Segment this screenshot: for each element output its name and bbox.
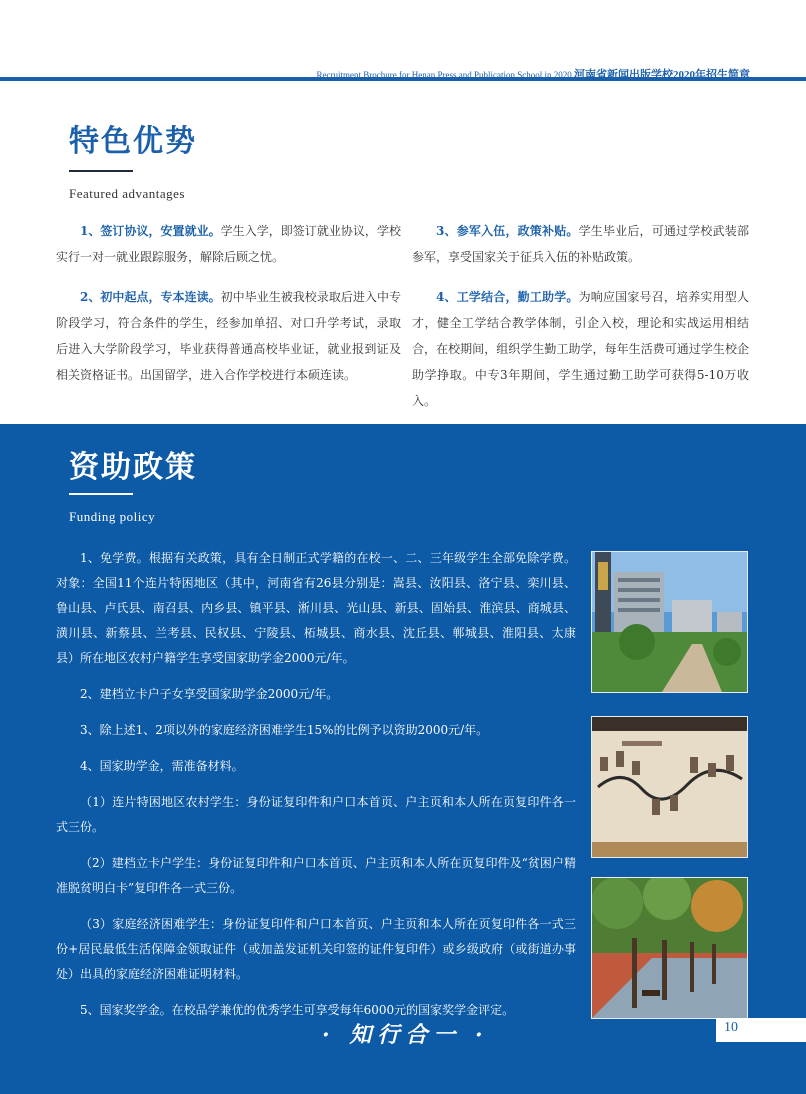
features-column-left bbox=[56, 218, 401, 402]
section-subtitle-features: Featured advantages bbox=[69, 186, 185, 201]
funding-paragraph: 4、国家助学金，需准备材料。 bbox=[80, 759, 244, 773]
section-title-underline bbox=[69, 170, 133, 172]
header-chinese: 河南省新闻出版学校2020年招生简章 bbox=[574, 69, 750, 81]
feature-text: 学生毕业后，可通过学校武装部参军，享受国家关于征兵入伍的补贴政策。 bbox=[412, 224, 749, 264]
features-column-right bbox=[412, 218, 749, 428]
funding-paragraph: （3）家庭经济困难学生：身份证复印件和户口本首页、户主页和本人所在页复印件各一式三份+居民最低生活保障金领取证件（或加盖发证机关印签的证件复印件）或乡级政府（或街道办事处）出具的家庭经济困难证明材料。 bbox=[56, 917, 576, 981]
feature-heading: 4、工学结合，勤工助学。 bbox=[436, 290, 579, 304]
funding-paragraph: 3、除上述1、2项以外的家庭经济困难学生15%的比例予以资助2000元/年。 bbox=[80, 723, 489, 737]
tree-lined-path-photo bbox=[591, 877, 748, 1019]
feature-item bbox=[56, 284, 401, 388]
feature-heading: 1、签订协议，安置就业。 bbox=[80, 224, 221, 238]
feature-text: 为响应国家号召，培养实用型人才，健全工学结合教学体制，引企入校，理论和实战运用相结合，在校期间，组织学生勤工助学，每年生活费可通过学生校企助学挣取。中专3年期间，学生通过勤工助学可获得5-10万收入。 bbox=[412, 290, 749, 408]
feature-text: 学生入学，即签订就业协议，学校实行一对一就业跟踪服务，解除后顾之忧。 bbox=[56, 224, 401, 264]
exhibition-wall-photo bbox=[591, 716, 748, 858]
section-title-underline bbox=[69, 493, 133, 495]
page-number: 10 bbox=[724, 1020, 738, 1035]
funding-paragraph: 2、建档立卡户子女享受国家助学金2000元/年。 bbox=[80, 687, 339, 701]
running-header bbox=[317, 66, 750, 82]
page-number-tab bbox=[716, 1018, 806, 1042]
campus-building-photo bbox=[591, 551, 748, 693]
funding-policy-text bbox=[56, 546, 576, 1034]
funding-paragraph: （2）建档立卡户学生：身份证复印件和户口本首页、户主页和本人所在页复印件及“贫困户精准脱贫明白卡”复印件各一式三份。 bbox=[56, 856, 576, 895]
school-motto: · 知行合一 · bbox=[322, 1022, 489, 1048]
header-english: Recruitment Brochure for Henan Press and Publication School in 2020 bbox=[316, 70, 572, 80]
funding-paragraph: （1）连片特困地区农村学生：身份证复印件和户口本首页、户主页和本人所在页复印件各一式三份。 bbox=[56, 795, 576, 834]
feature-heading: 2、初中起点，专本连读。 bbox=[80, 290, 221, 304]
feature-heading: 3、参军入伍，政策补贴。 bbox=[436, 224, 579, 238]
section-title-features: 特色优势 bbox=[69, 124, 197, 159]
feature-text: 初中毕业生被我校录取后进入中专阶段学习，符合条件的学生，经参加单招、对口升学考试，录取后进入大学阶段学习，毕业获得普通高校毕业证，就业报到证及相关资格证书。出国留学，进入合作学校进行本硕连读。 bbox=[56, 290, 401, 382]
funding-paragraph: 1、免学费。根据有关政策，具有全日制正式学籍的在校一、二、三年级学生全部免除学费。对象：全国11个连片特困地区（其中，河南省有26县分别是：嵩县、汝阳县、洛宁县、栾川县、鲁山县、卢氏县、南召县、内乡县、镇平县、淅川县、光山县、新县、固始县、淮滨县、商城县、潢川县、新蔡县、兰考县、民权县、宁陵县、柘城县、商水县、沈丘县、郸城县、淮阳县、太康县）所在地区农村户籍学生享受国家助学金2000元/年。 bbox=[56, 551, 576, 665]
feature-item bbox=[56, 218, 401, 270]
funding-paragraph: 5、国家奖学金。在校品学兼优的优秀学生可享受每年6000元的国家奖学金评定。 bbox=[80, 1003, 515, 1017]
feature-item bbox=[412, 218, 749, 270]
section-title-funding: 资助政策 bbox=[69, 450, 197, 485]
feature-item bbox=[412, 284, 749, 414]
section-subtitle-funding: Funding policy bbox=[69, 509, 156, 524]
